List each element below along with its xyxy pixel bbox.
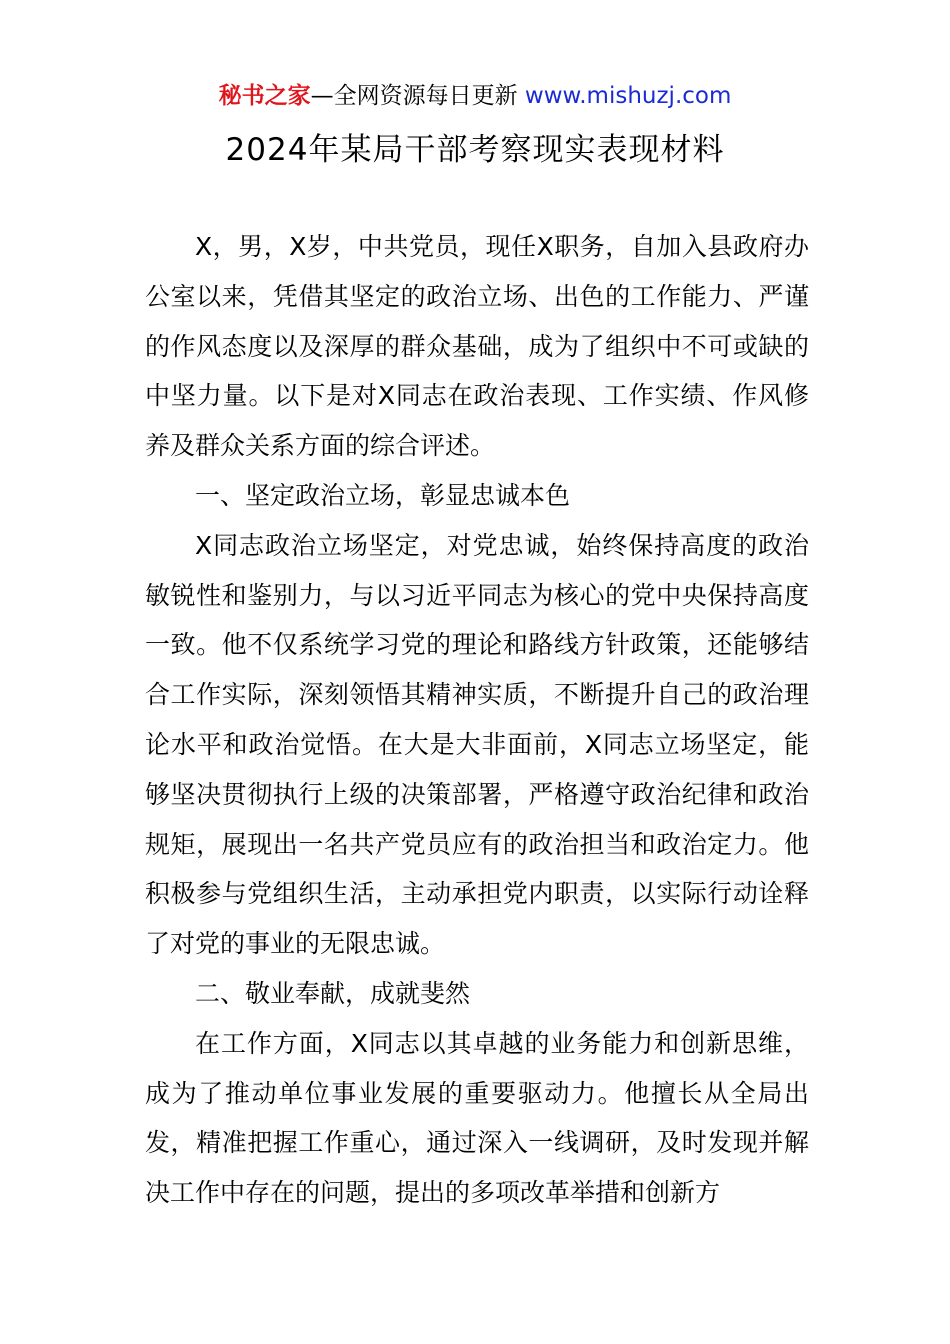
body-paragraph: 在工作方面，X同志以其卓越的业务能力和创新思维，成为了推动单位事业发展的重要驱动力。他擅长从全局出发，精准把握工作重心，通过深入一线调研，及时发现并解决工作中存在的问题，提出的多项改革举措和创新方 xyxy=(145,1028,809,1208)
section-heading: 一、坚定政治立场，彰显忠诚本色 xyxy=(195,480,571,510)
site-brand: 秘书之家 xyxy=(218,83,311,109)
site-url-link[interactable]: www.mishuzj.com xyxy=(524,83,732,109)
section-heading: 二、敬业奉献，成就斐然 xyxy=(195,978,471,1008)
document-title: 2024年某局干部考察现实表现材料 xyxy=(225,132,725,168)
body-paragraph: X，男，X岁，中共党员，现任X职务，自加入县政府办公室以来，凭借其坚定的政治立场、出色的工作能力、严谨的作风态度以及深厚的群众基础，成为了组织中不可或缺的中坚力量。以下是对X同志在政治表现、工作实绩、作风修养及群众关系方面的综合评述。 xyxy=(145,232,809,461)
document-body xyxy=(145,222,809,1218)
body-paragraph: X同志政治立场坚定，对党忠诚，始终保持高度的政治敏锐性和鉴别力，与以习近平同志为核心的党中央保持高度一致。他不仅系统学习党的理论和路线方针政策，还能够结合工作实际，深刻领悟其精神实质，不断提升自己的政治理论水平和政治觉悟。在大是大非面前，X同志立场坚定，能够坚决贯彻执行上级的决策部署，严格遵守政治纪律和政治规矩，展现出一名共产党员应有的政治担当和政治定力。他积极参与党组织生活，主动承担党内职责，以实际行动诠释了对党的事业的无限忠诚。 xyxy=(145,530,809,959)
site-header xyxy=(0,80,950,112)
site-tagline: —全网资源每日更新 xyxy=(310,83,518,109)
